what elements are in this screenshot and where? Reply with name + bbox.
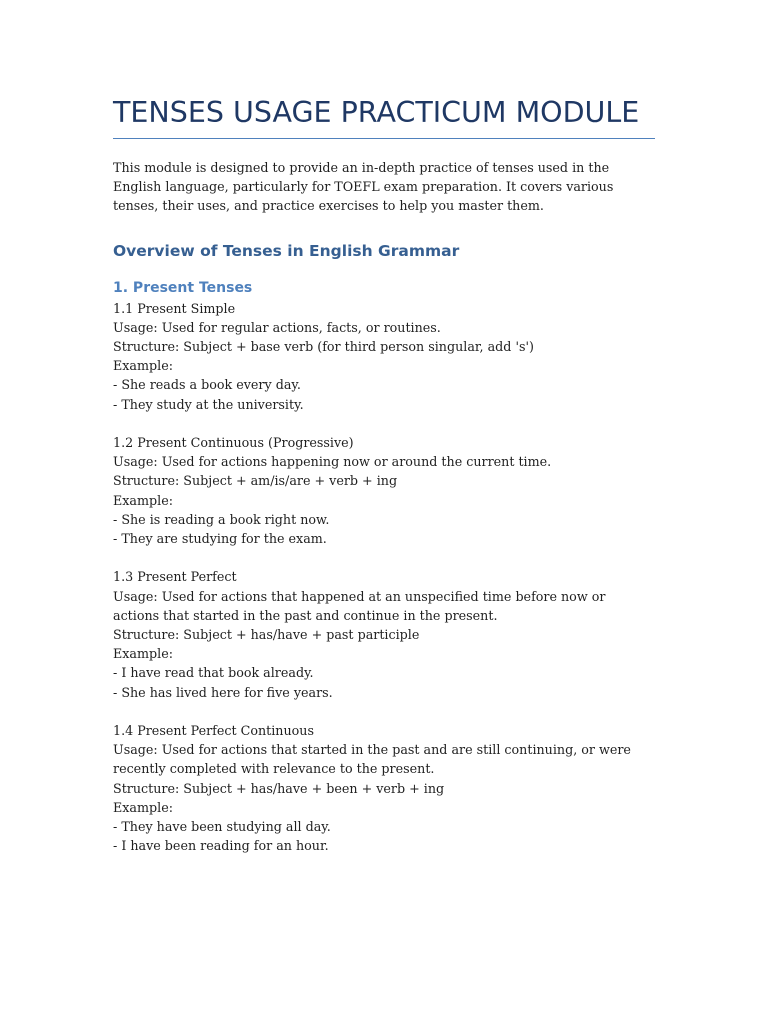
- tense-usage: Usage: Used for actions happening now or around the current time.: [113, 454, 552, 470]
- section-heading: Overview of Tenses in English Grammar: [113, 241, 460, 260]
- tense-block-present-perfect-continuous: [113, 721, 655, 855]
- tense-name: 1.3 Present Perfect: [113, 569, 237, 585]
- subsection-heading: 1. Present Tenses: [113, 279, 253, 296]
- tense-name: 1.2 Present Continuous (Progressive): [113, 435, 354, 451]
- tense-structure: Structure: Subject + base verb (for third person singular, add 's'): [113, 339, 534, 355]
- tense-name: 1.1 Present Simple: [113, 300, 236, 316]
- tense-usage: Usage: Used for actions that happened at an unspecified time before now or actions that started in the past and continue in the present.: [113, 588, 606, 623]
- example-label: Example:: [113, 358, 173, 374]
- example-item: - I have been reading for an hour.: [113, 838, 329, 854]
- example-item: - I have read that book already.: [113, 665, 314, 681]
- example-label: Example:: [113, 799, 173, 815]
- tense-name: 1.4 Present Perfect Continuous: [113, 723, 314, 739]
- tense-usage: Usage: Used for regular actions, facts, or routines.: [113, 319, 441, 335]
- example-item: - They are studying for the exam.: [113, 531, 327, 547]
- tense-block-present-perfect: [113, 567, 655, 701]
- example-item: - She is reading a book right now.: [113, 511, 330, 527]
- example-item: - They study at the university.: [113, 396, 304, 412]
- tense-structure: Structure: Subject + has/have + been + verb + ing: [113, 780, 445, 796]
- example-label: Example:: [113, 646, 173, 662]
- document-content: [113, 92, 655, 855]
- tense-block-present-continuous: [113, 433, 655, 548]
- document-title: TENSES USAGE PRACTICUM MODULE: [113, 92, 655, 139]
- tense-usage: Usage: Used for actions that started in the past and are still continuing, or were recently completed with relevance to the present.: [113, 742, 631, 777]
- intro-paragraph: This module is designed to provide an in-depth practice of tenses used in the English language, particularly for TOEFL exam preparation. It covers various tenses, their uses, and practice exercises to help you master them.: [113, 160, 614, 214]
- tense-block-present-simple: [113, 299, 655, 414]
- tense-structure: Structure: Subject + am/is/are + verb + ing: [113, 473, 398, 489]
- tense-structure: Structure: Subject + has/have + past participle: [113, 627, 420, 643]
- example-label: Example:: [113, 492, 173, 508]
- example-item: - She reads a book every day.: [113, 377, 301, 393]
- example-item: - They have been studying all day.: [113, 819, 331, 835]
- example-item: - She has lived here for five years.: [113, 684, 333, 700]
